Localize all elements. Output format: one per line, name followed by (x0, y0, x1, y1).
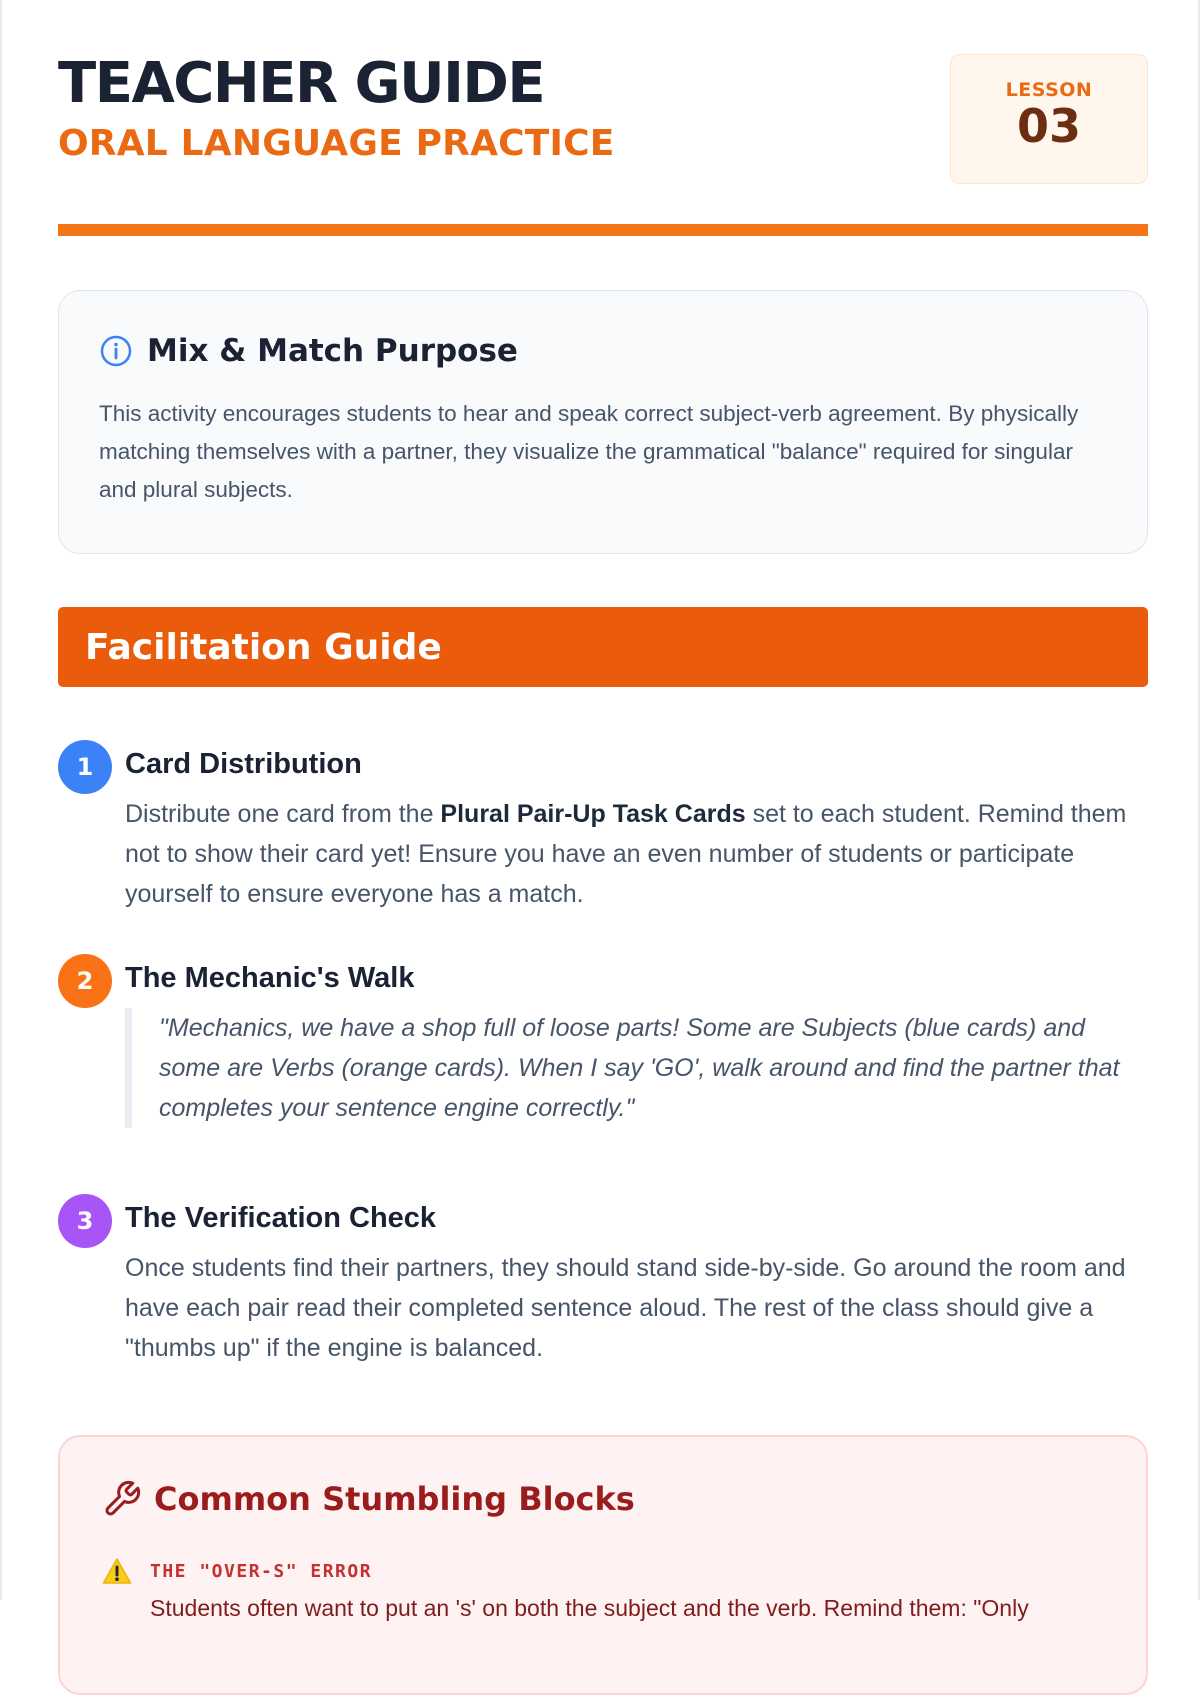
lesson-number: 03 (1016, 99, 1081, 153)
stumbling-title: Common Stumbling Blocks (154, 1480, 635, 1518)
page-header (58, 0, 1148, 236)
purpose-callout (58, 290, 1148, 554)
page-title: TEACHER GUIDE (58, 51, 545, 116)
error-header (102, 1557, 1104, 1585)
teacher-guide-page (58, 0, 1148, 1621)
stumbling-header (102, 1479, 1104, 1519)
step-title: The Verification Check (125, 1202, 437, 1234)
step-number-badge: 1 (58, 740, 112, 794)
step-quote: "Mechanics, we have a shop full of loose parts! Some are Subjects (blue cards) and some are Verbs (orange cards). When I say 'GO', walk around and find the partner that completes your sentence engine correctly." (125, 1008, 1148, 1128)
step-body-text: Distribute one card from the (125, 800, 441, 828)
stumbling-blocks-callout (58, 1435, 1148, 1695)
step-body (125, 794, 1148, 914)
warning-icon (102, 1557, 132, 1585)
purpose-header (99, 331, 1107, 371)
lesson-badge (950, 54, 1148, 184)
header-divider (58, 224, 1148, 236)
task-cards-name: Plural Pair-Up Task Cards (440, 800, 746, 828)
step-title: The Mechanic's Walk (125, 962, 415, 994)
facilitation-banner (58, 607, 1148, 687)
step-body-text: set to each student. Remind them not to show their card yet! Ensure you have an even number of students or participate yourself to ensure everyone has a match. (125, 800, 1127, 908)
wrench-icon (102, 1479, 142, 1519)
step-number-badge: 3 (58, 1194, 112, 1248)
lesson-label: LESSON (1005, 79, 1093, 101)
info-icon (99, 334, 133, 368)
page-subtitle: ORAL LANGUAGE PRACTICE (58, 123, 615, 164)
purpose-text: This activity encourages students to hear and speak correct subject-verb agreement. By physically matching themselves with a partner, they visualize the grammatical "balance" required for singular and plural subjects. (99, 401, 1079, 502)
purpose-title: Mix & Match Purpose (147, 333, 518, 369)
facilitation-title: Facilitation Guide (85, 626, 442, 668)
step-title: Card Distribution (125, 748, 362, 780)
error-title: THE "OVER-S" ERROR (150, 1560, 373, 1582)
step-number-badge: 2 (58, 954, 112, 1008)
step-body: Once students find their partners, they should stand side-by-side. Go around the room and have each pair read their completed sentence aloud. The rest of the class should give a "thumbs up" if the engine is balanced. (125, 1254, 1126, 1362)
error-text: Students often want to put an 's' on both the subject and the verb. Remind them: "Only (150, 1595, 1029, 1621)
